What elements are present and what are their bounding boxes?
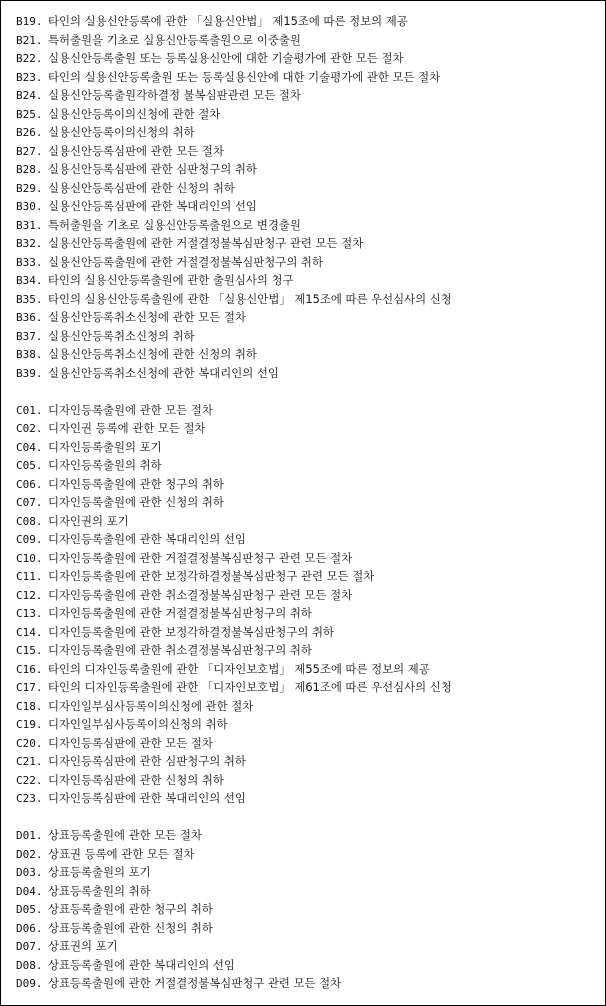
- item-text: 실용신안등록출원 또는 등록실용신안에 대한 기술평가에 관한 모든 절차: [48, 51, 404, 65]
- item-text: 디자인등록출원에 관한 복대리인의 선임: [48, 532, 246, 546]
- item-text: 실용신안등록취소신청에 관한 신청의 취하: [48, 347, 257, 361]
- item-text: 디자인등록출원에 관한 거절결정불복심판청구의 취하: [48, 606, 312, 620]
- item-text: 타인의 디자인등록출원에 관한 「디자인보호법」 제61조에 따른 우선심사의 신청: [48, 680, 452, 694]
- item-code: B33.: [16, 255, 43, 269]
- item-code: C06.: [16, 477, 43, 491]
- list-item: [16, 475, 599, 494]
- item-text: 디자인등록심판에 관한 복대리인의 선임: [48, 791, 246, 805]
- item-text: 타인의 실용신안등록에 관한 「실용신안법」 제15조에 따른 정보의 제공: [48, 14, 408, 28]
- item-text: 상표등록출원의 포기: [48, 865, 151, 879]
- item-text: 디자인등록출원의 취하: [48, 458, 162, 472]
- list-item: [16, 438, 599, 457]
- item-text: 상표등록출원에 관한 거절결정불복심판청구 관련 모든 절차: [48, 976, 342, 990]
- list-item: [16, 937, 599, 956]
- list-item: [16, 863, 599, 882]
- item-text: 디자인권의 포기: [48, 513, 129, 528]
- item-code: B29.: [16, 181, 43, 195]
- item-text: 디자인등록출원에 관한 보정각하결정불복심판청구 관련 모든 절차: [48, 569, 375, 583]
- list-item: [16, 401, 599, 420]
- list-item: [16, 234, 599, 253]
- item-code: D05.: [16, 903, 43, 916]
- item-code: B34.: [16, 274, 43, 287]
- item-code: C04.: [16, 440, 43, 454]
- item-text: 타인의 실용신안등록출원에 관한 출원심사의 청구: [48, 273, 294, 287]
- item-text: 실용신안등록이의신청에 관한 절차: [48, 106, 221, 121]
- list-item: [16, 364, 599, 383]
- list-item: [16, 160, 599, 179]
- item-code: D02.: [16, 847, 43, 861]
- item-text: 디자인등록심판에 관한 모든 절차: [48, 735, 213, 750]
- item-code: B26.: [16, 126, 43, 139]
- item-text: 실용신안등록이의신청의 취하: [48, 125, 195, 139]
- item-code: B19.: [16, 15, 43, 28]
- item-text: 실용신안등록심판에 관한 심판청구의 취하: [48, 162, 257, 176]
- item-code: B23.: [16, 70, 43, 84]
- list-item: [16, 549, 599, 568]
- item-text: 실용신안등록취소신청에 관한 모든 절차: [48, 310, 246, 324]
- item-code: C11.: [16, 570, 43, 583]
- item-code: C23.: [16, 792, 43, 805]
- item-text: 디자인등록심판에 관한 심판청구의 취하: [48, 754, 246, 768]
- list-item: [16, 49, 599, 68]
- item-text: 특허출원을 기초로 실용신안등록출원으로 변경출원: [48, 217, 301, 232]
- item-code: C05.: [16, 459, 43, 472]
- list-item: [16, 974, 599, 993]
- list-item: [16, 752, 599, 771]
- item-code: B30.: [16, 200, 43, 213]
- list-item: [16, 771, 599, 790]
- item-code: B24.: [16, 89, 43, 102]
- list-item: [16, 456, 599, 475]
- item-code: C08.: [16, 514, 43, 528]
- item-text: 타인의 디자인등록출원에 관한 「디자인보호법」 제55조에 따른 정보의 제공: [48, 661, 430, 676]
- list-item: [16, 86, 599, 105]
- list-item: [16, 956, 599, 975]
- item-code: D04.: [16, 884, 43, 898]
- list-item: [16, 512, 599, 531]
- item-text: 상표권 등록에 관한 모든 절차: [48, 846, 195, 861]
- item-text: 타인의 실용신안등록출원에 관한 「실용신안법」 제15조에 따른 우선심사의 신청: [48, 291, 452, 306]
- item-code: B35.: [16, 292, 43, 306]
- list-item: [16, 308, 599, 327]
- item-code: D07.: [16, 940, 43, 953]
- item-text: 디자인등록출원에 관한 청구의 취하: [48, 476, 224, 491]
- item-text: 디자인등록출원에 관한 취소결정불복심판청구의 취하: [48, 643, 312, 657]
- item-text: 실용신안등록취소신청의 취하: [48, 328, 195, 343]
- item-code: D08.: [16, 958, 43, 972]
- item-text: 실용신안등록취소신청에 관한 복대리인의 선임: [48, 365, 279, 380]
- item-text: 디자인권 등록에 관한 모든 절차: [48, 421, 206, 435]
- list-item: [16, 604, 599, 623]
- item-text: 상표권의 포기: [48, 939, 118, 953]
- item-text: 상표등록출원에 관한 모든 절차: [48, 828, 202, 842]
- item-code: C13.: [16, 607, 43, 620]
- list-item: [16, 216, 599, 235]
- item-text: 디자인일부심사등록이의신청에 관한 절차: [48, 698, 254, 713]
- item-text: 실용신안등록출원에 관한 거절결정불복심판청구 관련 모든 절차: [48, 236, 364, 250]
- item-code: B27.: [16, 144, 43, 158]
- list-item: [16, 734, 599, 753]
- item-code: B28.: [16, 163, 43, 176]
- item-code: B39.: [16, 366, 43, 380]
- list-item: [16, 660, 599, 679]
- item-code: B37.: [16, 329, 43, 343]
- item-text: 상표등록출원에 관한 신청의 취하: [48, 920, 213, 935]
- item-code: C14.: [16, 625, 43, 639]
- list-item: [16, 919, 599, 938]
- item-code: B38.: [16, 348, 43, 361]
- list-item: [16, 623, 599, 642]
- item-code: C18.: [16, 699, 43, 713]
- item-code: D01.: [16, 829, 43, 842]
- item-code: C16.: [16, 662, 43, 676]
- item-text: 타인의 실용신안등록출원 또는 등록실용신안에 대한 기술평가에 관한 모든 절차: [48, 69, 441, 84]
- list-item: [16, 179, 599, 198]
- list-item: [16, 586, 599, 605]
- list-item: [16, 142, 599, 161]
- list-item: [16, 68, 599, 87]
- list-item: [16, 123, 599, 142]
- list-item: [16, 31, 599, 50]
- item-text: 디자인등록출원에 관한 모든 절차: [48, 402, 213, 417]
- list-item: [16, 882, 599, 901]
- list-item: [16, 715, 599, 734]
- list-item: [16, 105, 599, 124]
- item-code: C01.: [16, 403, 43, 417]
- item-text: 상표등록출원에 관한 복대리인의 선임: [48, 957, 235, 972]
- item-code: B25.: [16, 107, 43, 121]
- item-code: C10.: [16, 551, 43, 565]
- list-item: [16, 530, 599, 549]
- item-code: C07.: [16, 496, 43, 509]
- list-item: [16, 789, 599, 808]
- list-item: [16, 826, 599, 845]
- item-code: C20.: [16, 736, 43, 750]
- item-code: D06.: [16, 921, 43, 935]
- list-item: [16, 419, 599, 438]
- list-item: [16, 493, 599, 512]
- item-code: B31.: [16, 218, 43, 232]
- item-code: B22.: [16, 52, 43, 65]
- item-text: 디자인등록심판에 관한 신청의 취하: [48, 772, 224, 787]
- item-code: C15.: [16, 644, 43, 657]
- item-code: C19.: [16, 718, 43, 731]
- list-item: [16, 12, 599, 31]
- item-code: C02.: [16, 422, 43, 435]
- list-item: [16, 290, 599, 309]
- item-text: 실용신안등록출원각하결정 불복심판관련 모든 절차: [48, 88, 301, 102]
- item-text: 특허출원을 기초로 실용신안등록출원으로 이중출원: [48, 32, 301, 47]
- list-item: [16, 900, 599, 919]
- list-item: [16, 253, 599, 272]
- item-text: 실용신안등록심판에 관한 복대리인의 선임: [48, 199, 257, 213]
- item-code: D09.: [16, 977, 43, 990]
- list-item: [16, 678, 599, 697]
- item-text: 디자인일부심사등록이의신청의 취하: [48, 717, 228, 731]
- item-code: C12.: [16, 588, 43, 602]
- item-text: 실용신안등록심판에 관한 신청의 취하: [48, 180, 235, 195]
- item-text: 디자인등록출원에 관한 보정각하결정불복심판청구의 취하: [48, 624, 334, 639]
- list-item: [16, 327, 599, 346]
- procedure-groups: [16, 12, 599, 993]
- item-text: 디자인등록출원에 관한 신청의 취하: [48, 495, 224, 509]
- item-code: B36.: [16, 311, 43, 324]
- item-text: 디자인등록출원의 포기: [48, 439, 162, 454]
- item-text: 디자인등록출원에 관한 취소결정불복심판청구 관련 모든 절차: [48, 587, 353, 602]
- list-item: [16, 697, 599, 716]
- item-code: D03.: [16, 866, 43, 879]
- list-item: [16, 345, 599, 364]
- item-code: C17.: [16, 681, 43, 694]
- procedure-group: [16, 826, 599, 993]
- item-code: C22.: [16, 773, 43, 787]
- item-code: B21.: [16, 33, 43, 47]
- item-text: 상표등록출원의 취하: [48, 883, 151, 898]
- list-item: [16, 197, 599, 216]
- item-text: 실용신안등록심판에 관한 모든 절차: [48, 143, 224, 158]
- item-text: 실용신안등록출원에 관한 거절결정불복심판청구의 취하: [48, 254, 323, 269]
- list-item: [16, 567, 599, 586]
- list-item: [16, 271, 599, 290]
- item-code: B32.: [16, 237, 43, 250]
- list-item: [16, 845, 599, 864]
- list-item: [16, 641, 599, 660]
- procedure-list: [16, 12, 599, 993]
- item-code: C09.: [16, 533, 43, 546]
- item-code: C21.: [16, 755, 43, 768]
- procedure-group: [16, 401, 599, 808]
- item-text: 디자인등록출원에 관한 거절결정불복심판청구 관련 모든 절차: [48, 550, 353, 565]
- procedure-group: [16, 12, 599, 382]
- item-text: 상표등록출원에 관한 청구의 취하: [48, 902, 213, 916]
